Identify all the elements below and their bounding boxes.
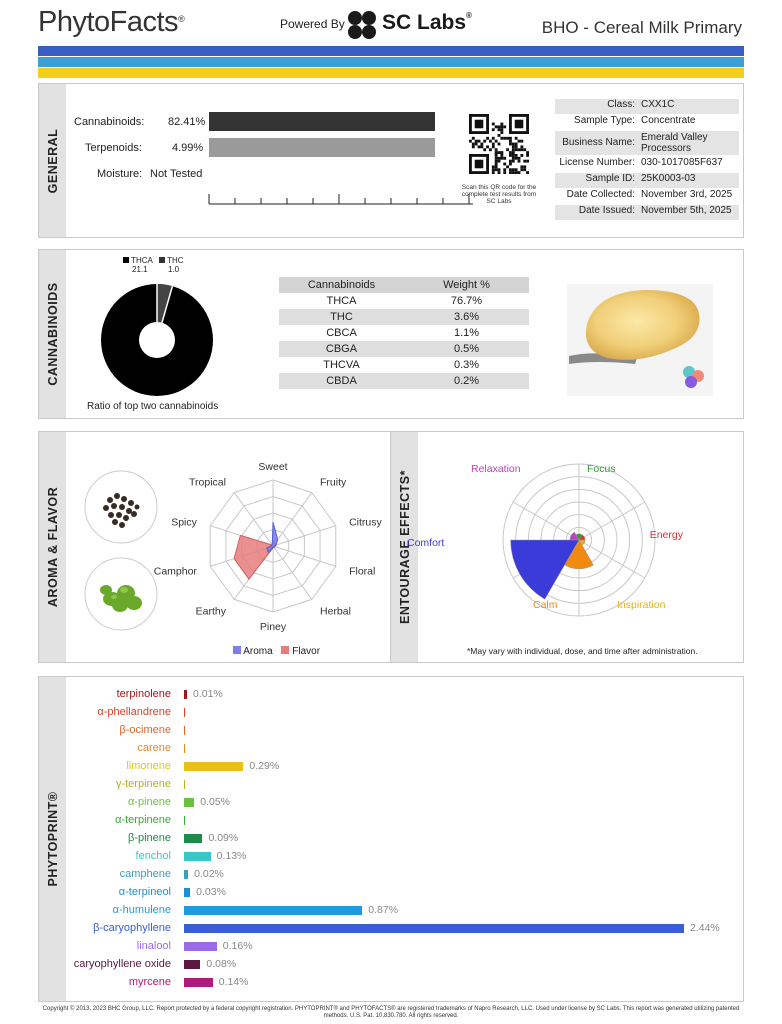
legend-aroma-label: Aroma (243, 646, 273, 657)
table-row (279, 293, 529, 309)
legend-swatch (159, 257, 165, 263)
table-row (279, 325, 529, 341)
cannabinoids-metric-value: 82.41% (168, 116, 206, 128)
info-key: Date Collected: (566, 189, 635, 200)
table-header-row (279, 277, 529, 293)
terpene-name: β-ocimene (119, 724, 171, 736)
radar-axis-label: Citrusy (349, 516, 382, 529)
cannabinoids-bar (209, 112, 435, 131)
terpene-row (39, 794, 739, 812)
cannabinoids-side-label (39, 250, 66, 418)
info-row-class (555, 99, 739, 114)
info-row-date-issued (555, 205, 739, 220)
phytoprint-section (38, 676, 744, 1002)
sc-labs-logo-icon (346, 10, 378, 40)
terpene-value-label: 2.44% (690, 922, 720, 934)
effects-axis-line (579, 502, 645, 540)
info-row-sample-type (555, 115, 739, 130)
terpene-value-label: 0.05% (200, 796, 231, 808)
info-key: Date Issued: (578, 205, 635, 216)
radar-axis-label: Tropical (189, 476, 226, 489)
entourage-effects-section (390, 431, 744, 663)
aroma-flavor-section (38, 431, 412, 663)
effects-label-relaxation: Relaxation (471, 463, 521, 475)
info-key: Sample Type: (574, 115, 635, 126)
table-cell-weight: 1.1% (453, 327, 480, 339)
terpene-bar (184, 960, 200, 969)
terpene-value-label: 0.29% (249, 760, 280, 772)
donut-legend-thca (123, 256, 153, 274)
terpene-name: caryophyllene oxide (73, 958, 171, 970)
terpene-row (39, 848, 739, 866)
terpene-bar (184, 978, 213, 987)
radar-axis-line (273, 493, 312, 546)
info-key: Business Name: (562, 137, 635, 148)
table-cell-weight: 0.5% (453, 343, 480, 355)
info-value: 030-1017085F637 (641, 157, 723, 168)
terpene-name: camphene (119, 868, 171, 880)
table-row (279, 309, 529, 325)
terpene-name: β-pinene (127, 832, 171, 844)
terpene-name: α-humulene (112, 904, 171, 916)
terpene-bar (184, 726, 185, 735)
table-cell-name: CBDA (326, 375, 357, 387)
legend-thca-name: THCA (131, 256, 153, 265)
moisture-metric-label: Moisture: (97, 168, 143, 180)
terpene-bar (184, 852, 211, 861)
copyright-footer: Copyright © 2013, 2023 BHC Group, LLC. Report protected by a federal copyright registration. PHYTOPRINT® and PHYTOFACTS® are registered trademarks of Napro Research, LLC. Used under license by SC Labs. This report was generated utilizing patented methods. U.S. Pat. 10,830,780. All rights reserved. (42, 1006, 740, 1019)
terpene-bar (184, 780, 185, 789)
legend-flavor-label: Flavor (292, 646, 321, 657)
terpene-value-label: 0.02% (194, 868, 224, 880)
info-value: November 5th, 2025 (641, 205, 732, 216)
terpene-name: α-terpinene (115, 814, 171, 826)
cannabinoids-metric-label: Cannabinoids: (74, 116, 145, 128)
terpene-row (39, 956, 739, 974)
table-cell-name: CBCA (326, 327, 357, 339)
cannabinoids-label-text: CANNABINOIDS (45, 282, 60, 386)
terpene-bar (184, 906, 362, 915)
phytoprint-label-text: PHYTOPRINT® (45, 791, 60, 887)
effects-label-calm: Calm (533, 599, 558, 611)
ratio-caption: Ratio of top two cannabinoids (87, 401, 219, 412)
terpene-row (39, 902, 739, 920)
aroma-label-text: AROMA & FLAVOR (45, 486, 60, 608)
terpene-row (39, 938, 739, 956)
lab-name-text: SC Labs (382, 11, 467, 34)
aroma-flavor-radar-chart (153, 450, 387, 640)
terpene-bar (184, 708, 185, 717)
table-header-weight: Weight % (443, 279, 490, 291)
table-cell-weight: 0.2% (453, 375, 480, 387)
moisture-metric-value: Not Tested (150, 168, 203, 180)
table-cell-name: THCA (326, 295, 357, 307)
radar-legend (233, 646, 320, 657)
cannabinoid-ratio-donut (99, 282, 215, 398)
brand-logo (38, 6, 184, 39)
terpene-bar (184, 924, 684, 933)
table-row (279, 373, 529, 389)
info-value: CXX1C (641, 99, 675, 110)
general-side-label (39, 84, 66, 237)
black-pepper-image (84, 470, 158, 544)
legend-swatch (123, 257, 129, 263)
cannabinoid-table (279, 277, 529, 389)
header-stripe-light-blue (38, 57, 744, 67)
radar-axis-label: Sweet (258, 461, 288, 473)
terpene-bar (184, 690, 187, 699)
document-title: BHO - Cereal Milk Primary (541, 18, 742, 37)
info-value: Emerald Valley Processors (641, 132, 708, 154)
effects-label-energy: Energy (649, 529, 683, 541)
radar-axis-line (273, 546, 312, 599)
terpene-name: α-pinene (127, 796, 171, 808)
info-key: License Number: (559, 157, 635, 168)
terpene-name: γ-terpinene (115, 778, 171, 790)
header-stripe-yellow (38, 68, 744, 78)
terpene-value-label: 0.87% (368, 904, 399, 916)
legend-thc-name: THC (167, 256, 184, 265)
effects-label-focus: Focus (587, 463, 616, 475)
terpenoids-metric-value: 4.99% (172, 142, 204, 154)
terpene-name: linalool (136, 940, 171, 952)
table-cell-weight: 3.6% (453, 311, 480, 323)
terpene-bar (184, 834, 202, 843)
radar-aroma-shape (267, 522, 278, 552)
terpene-value-label: 0.16% (222, 940, 253, 952)
terpene-row (39, 830, 739, 848)
legend-swatch-flavor (281, 646, 289, 654)
terpene-bar (184, 762, 243, 771)
legend-thc-value: 1.0 (168, 265, 180, 274)
info-key: Class: (607, 99, 635, 110)
legend-thca-value: 21.1 (132, 265, 148, 274)
info-value: November 3rd, 2025 (641, 189, 733, 200)
radar-axis-label: Piney (259, 621, 287, 633)
radar-axis-label: Camphor (153, 565, 197, 578)
terpene-bar (184, 744, 185, 753)
terpene-bar (184, 816, 185, 825)
terpene-name: limonene (126, 760, 171, 772)
info-row-license-number (555, 157, 739, 172)
radar-axis-label: Fruity (320, 476, 347, 489)
info-value: Concentrate (641, 115, 696, 126)
qr-code-icon[interactable] (469, 114, 529, 174)
terpene-name: terpinolene (116, 688, 171, 700)
terpene-bar (184, 888, 190, 897)
terpene-row (39, 722, 739, 740)
aroma-side-label (39, 432, 66, 662)
general-section (38, 83, 744, 238)
concentrate-product-image (567, 284, 713, 396)
metric-scale-ruler (207, 184, 475, 206)
general-label-text: GENERAL (45, 128, 60, 193)
terpene-row (39, 884, 739, 902)
table-row (279, 341, 529, 357)
terpene-row (39, 776, 739, 794)
table-cell-name: THCVA (323, 359, 360, 371)
powered-by-label: Powered By (280, 17, 345, 31)
info-value: 25K0003-03 (641, 173, 696, 184)
brand-registered-mark: ® (178, 14, 185, 24)
terpene-row (39, 812, 739, 830)
terpene-value-label: 0.09% (208, 832, 239, 844)
entourage-effects-chart (407, 460, 711, 620)
terpene-name: α-phellandrene (97, 706, 171, 718)
effects-label-inspiration: Inspiration (617, 599, 666, 611)
terpene-row (39, 704, 739, 722)
terpenoids-metric-label: Terpenoids: (85, 142, 142, 154)
legend-swatch-aroma (233, 646, 241, 654)
effects-label-comfort: Comfort (407, 537, 445, 549)
table-cell-weight: 0.3% (453, 359, 480, 371)
header-stripe-blue (38, 46, 744, 56)
lab-registered-mark: ® (466, 11, 472, 20)
qr-caption: Scan this QR code for the complete test results from SC Labs (461, 184, 537, 205)
entourage-footnote: *May vary with individual, dose, and time after administration. (467, 646, 698, 656)
donut-legend-thc (159, 256, 184, 274)
info-key: Sample ID: (585, 173, 635, 184)
terpene-name: carene (137, 742, 171, 754)
terpene-name: β-caryophyllene (93, 922, 171, 934)
terpene-value-label: 0.13% (216, 850, 247, 862)
terpene-bar (184, 942, 217, 951)
terpene-row (39, 740, 739, 758)
radar-axis-label: Earthy (195, 605, 226, 618)
terpene-row (39, 866, 739, 884)
terpene-bar (184, 798, 194, 807)
terpene-name: α-terpineol (118, 886, 171, 898)
terpene-bar (184, 870, 188, 879)
radar-axis-label: Spicy (171, 516, 197, 529)
terpene-row (39, 920, 739, 938)
table-cell-weight: 76.7% (450, 295, 483, 307)
effects-wedge-comfort (511, 540, 579, 599)
info-row-sample-id (555, 173, 739, 188)
table-row (279, 357, 529, 373)
table-header-cannabinoids: Cannabinoids (307, 279, 376, 291)
lab-name (382, 11, 472, 35)
cannabinoids-section (38, 249, 744, 419)
entourage-label-text: ENTOURAGE EFFECTS* (397, 470, 412, 624)
terpene-value-label: 0.08% (206, 958, 237, 970)
info-row-date-collected (555, 189, 739, 204)
terpene-name: fenchol (135, 850, 171, 862)
terpene-row (39, 974, 739, 992)
effects-axis-line (513, 502, 579, 540)
hops-image (84, 557, 158, 631)
terpene-bar-chart (39, 686, 739, 996)
terpene-row (39, 686, 739, 704)
table-cell-name: THC (330, 311, 353, 323)
terpene-row (39, 758, 739, 776)
terpene-value-label: 0.14% (218, 976, 249, 988)
radar-axis-label: Floral (349, 565, 376, 578)
radar-axis-label: Herbal (320, 605, 351, 618)
brand-name: PhytoFacts (38, 6, 179, 38)
terpenoids-bar (209, 138, 435, 157)
terpene-name: myrcene (128, 976, 171, 988)
terpene-value-label: 0.03% (196, 886, 226, 898)
table-cell-name: CBGA (325, 343, 358, 355)
info-row-business-name (555, 131, 739, 155)
terpene-value-label: 0.01% (193, 688, 223, 700)
